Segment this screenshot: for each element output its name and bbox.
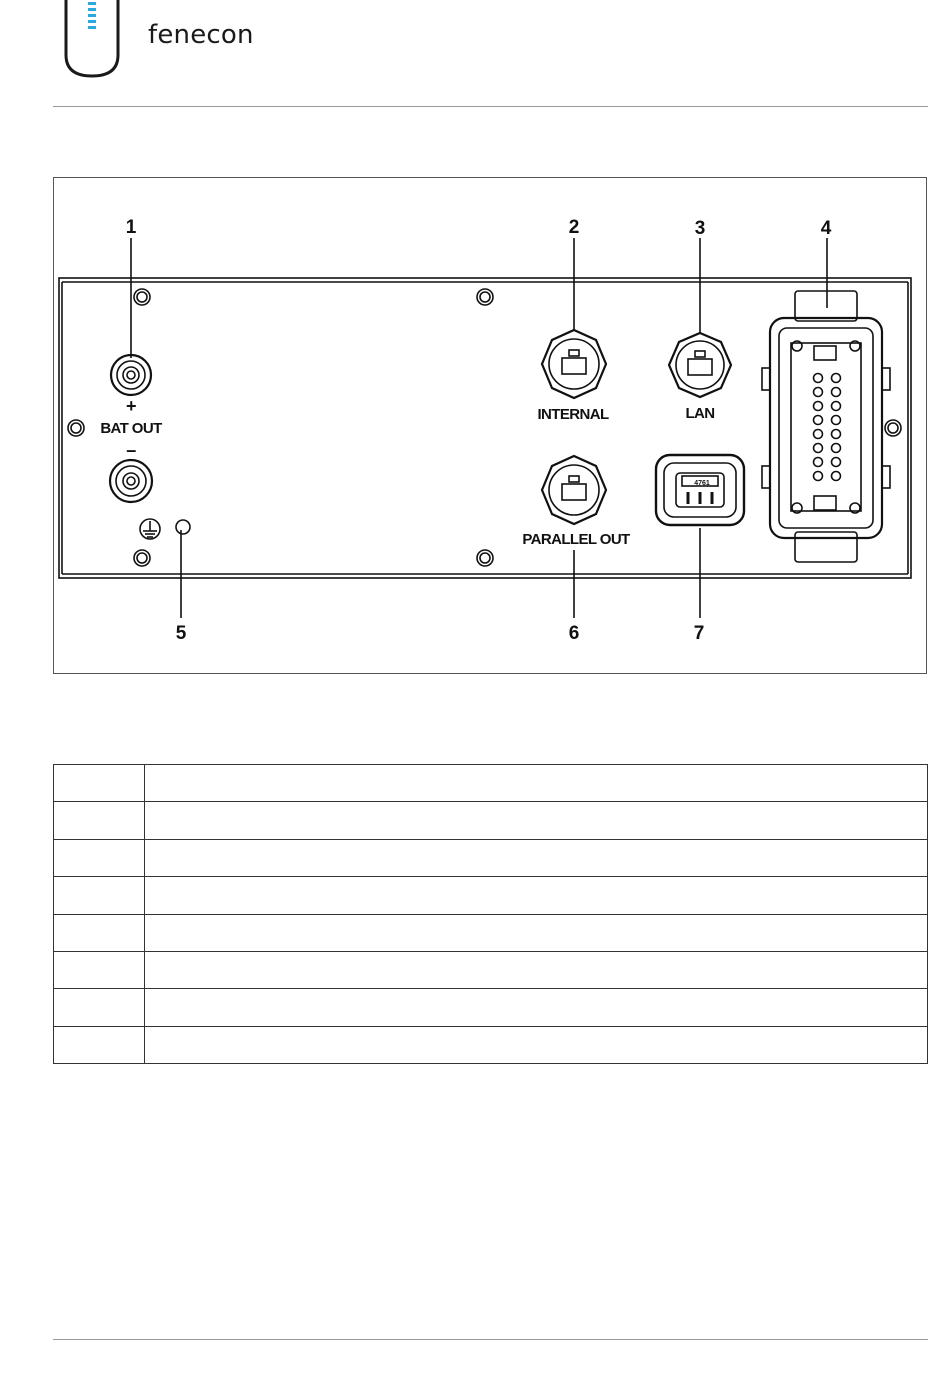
parallel-out-rj45-port-icon <box>542 456 606 524</box>
table-cell-description <box>145 839 928 876</box>
internal-rj45-port-icon <box>542 330 606 398</box>
table-cell-description <box>145 914 928 951</box>
brand-name: fenecon <box>148 20 254 50</box>
screw-icon <box>68 289 901 566</box>
plus-label: + <box>126 396 136 416</box>
ground-icon <box>140 519 160 539</box>
multipin-connector-icon <box>762 291 890 562</box>
table-row <box>54 989 928 1026</box>
callout-7: 7 <box>693 623 705 644</box>
table-row <box>54 877 928 914</box>
minus-label: – <box>126 440 136 460</box>
callout-6: 6 <box>568 623 580 644</box>
signal-connector-icon <box>656 455 744 525</box>
callout-1: 1 <box>125 217 137 238</box>
status-led-icon <box>176 520 190 534</box>
internal-label: INTERNAL <box>537 406 609 423</box>
parallel-out-label: PARALLEL OUT <box>522 531 630 548</box>
battery-plus-connector-icon <box>111 355 151 395</box>
bat-out-label: BAT OUT <box>100 420 162 437</box>
lan-rj45-port-icon <box>669 333 731 397</box>
callout-5: 5 <box>175 623 187 644</box>
table-cell-description <box>145 802 928 839</box>
table-cell-description <box>145 951 928 988</box>
callout-3: 3 <box>694 218 706 239</box>
table-cell-description <box>145 1026 928 1063</box>
table-cell-number <box>54 839 145 876</box>
table-row <box>54 839 928 876</box>
table-cell-number <box>54 1026 145 1063</box>
table-cell-number <box>54 802 145 839</box>
table-cell-number <box>54 877 145 914</box>
table-cell-description <box>145 765 928 802</box>
table-row <box>54 802 928 839</box>
footer-divider <box>53 1339 928 1340</box>
fenecon-logo-icon <box>60 0 130 82</box>
table-row <box>54 1026 928 1063</box>
table-cell-number <box>54 989 145 1026</box>
table-cell-number <box>54 765 145 802</box>
callout-2: 2 <box>568 217 580 238</box>
table-cell-number <box>54 914 145 951</box>
table-row <box>54 914 928 951</box>
legend-table <box>53 764 928 1064</box>
table-row <box>54 951 928 988</box>
table-cell-description <box>145 877 928 914</box>
rear-panel-figure <box>53 177 927 674</box>
header-divider <box>53 106 928 107</box>
connector-code-label: 4761 <box>694 480 710 487</box>
battery-minus-connector-icon <box>110 460 152 502</box>
lan-label: LAN <box>685 405 715 422</box>
table-row <box>54 765 928 802</box>
table-cell-number <box>54 951 145 988</box>
callout-4: 4 <box>820 218 832 239</box>
rear-panel-drawing <box>54 178 928 675</box>
table-cell-description <box>145 989 928 1026</box>
